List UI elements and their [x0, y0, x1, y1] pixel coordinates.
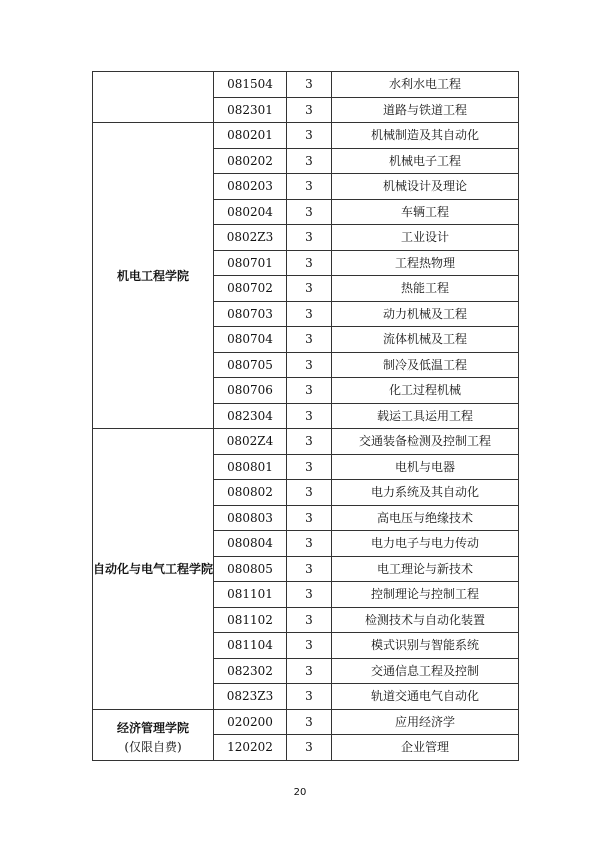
major-name-cell: 控制理论与控制工程 [332, 582, 519, 608]
program-years-cell: 3 [287, 250, 332, 276]
program-code-cell: 080702 [214, 276, 287, 302]
major-name-cell: 电力电子与电力传动 [332, 531, 519, 557]
program-table [92, 71, 519, 761]
program-code-cell: 080802 [214, 480, 287, 506]
major-name-cell: 交通信息工程及控制 [332, 658, 519, 684]
major-name-cell: 动力机械及工程 [332, 301, 519, 327]
program-years-cell: 3 [287, 123, 332, 149]
program-code-cell: 081101 [214, 582, 287, 608]
major-name-cell: 制冷及低温工程 [332, 352, 519, 378]
major-name-cell: 机械制造及其自动化 [332, 123, 519, 149]
major-name-cell: 电机与电器 [332, 454, 519, 480]
major-name-cell: 机械设计及理论 [332, 174, 519, 200]
program-years-cell: 3 [287, 454, 332, 480]
program-years-cell: 3 [287, 735, 332, 761]
program-code-cell: 080705 [214, 352, 287, 378]
program-years-cell: 3 [287, 480, 332, 506]
table-row [93, 709, 519, 735]
major-name-cell: 电工理论与新技术 [332, 556, 519, 582]
program-code-cell: 080703 [214, 301, 287, 327]
program-code-cell: 020200 [214, 709, 287, 735]
program-years-cell: 3 [287, 684, 332, 710]
program-years-cell: 3 [287, 97, 332, 123]
program-code-cell: 082304 [214, 403, 287, 429]
program-years-cell: 3 [287, 633, 332, 659]
program-years-cell: 3 [287, 72, 332, 98]
table-row [93, 123, 519, 149]
program-years-cell: 3 [287, 531, 332, 557]
table-row [93, 429, 519, 455]
program-years-cell: 3 [287, 225, 332, 251]
program-years-cell: 3 [287, 148, 332, 174]
program-code-cell: 080801 [214, 454, 287, 480]
program-years-cell: 3 [287, 199, 332, 225]
major-name-cell: 化工过程机械 [332, 378, 519, 404]
major-name-cell: 工业设计 [332, 225, 519, 251]
program-years-cell: 3 [287, 505, 332, 531]
college-cell: 机电工程学院 [93, 123, 214, 429]
program-code-cell: 080804 [214, 531, 287, 557]
major-name-cell: 车辆工程 [332, 199, 519, 225]
program-code-cell: 0802Z3 [214, 225, 287, 251]
program-table-body [93, 72, 519, 761]
college-cell [93, 72, 214, 123]
program-code-cell: 080204 [214, 199, 287, 225]
program-years-cell: 3 [287, 327, 332, 353]
table-row [93, 72, 519, 98]
page-number: 20 [293, 787, 307, 798]
program-years-cell: 3 [287, 301, 332, 327]
major-name-cell: 电力系统及其自动化 [332, 480, 519, 506]
major-name-cell: 流体机械及工程 [332, 327, 519, 353]
program-years-cell: 3 [287, 352, 332, 378]
major-name-cell: 热能工程 [332, 276, 519, 302]
major-name-cell: 应用经济学 [332, 709, 519, 735]
program-code-cell: 0823Z3 [214, 684, 287, 710]
major-name-cell: 工程热物理 [332, 250, 519, 276]
major-name-cell: 企业管理 [332, 735, 519, 761]
college-cell: 自动化与电气工程学院 [93, 429, 214, 710]
program-years-cell: 3 [287, 429, 332, 455]
program-code-cell: 080805 [214, 556, 287, 582]
program-years-cell: 3 [287, 403, 332, 429]
program-code-cell: 081504 [214, 72, 287, 98]
program-code-cell: 080706 [214, 378, 287, 404]
major-name-cell: 道路与铁道工程 [332, 97, 519, 123]
program-code-cell: 081104 [214, 633, 287, 659]
major-name-cell: 水利水电工程 [332, 72, 519, 98]
program-code-cell: 080704 [214, 327, 287, 353]
program-code-cell: 080701 [214, 250, 287, 276]
major-name-cell: 检测技术与自动化装置 [332, 607, 519, 633]
program-code-cell: 0802Z4 [214, 429, 287, 455]
program-code-cell: 120202 [214, 735, 287, 761]
program-years-cell: 3 [287, 607, 332, 633]
program-code-cell: 080803 [214, 505, 287, 531]
program-years-cell: 3 [287, 174, 332, 200]
program-years-cell: 3 [287, 582, 332, 608]
program-years-cell: 3 [287, 709, 332, 735]
program-code-cell: 080202 [214, 148, 287, 174]
program-code-cell: 080203 [214, 174, 287, 200]
program-years-cell: 3 [287, 378, 332, 404]
program-code-cell: 082302 [214, 658, 287, 684]
college-note: (仅限自费) [124, 739, 182, 754]
college-cell [93, 709, 214, 760]
major-name-cell: 高电压与绝缘技术 [332, 505, 519, 531]
program-years-cell: 3 [287, 658, 332, 684]
program-code-cell: 080201 [214, 123, 287, 149]
major-name-cell: 模式识别与智能系统 [332, 633, 519, 659]
major-name-cell: 机械电子工程 [332, 148, 519, 174]
college-name: 经济管理学院 [116, 720, 189, 735]
program-code-cell: 081102 [214, 607, 287, 633]
major-name-cell: 载运工具运用工程 [332, 403, 519, 429]
program-years-cell: 3 [287, 276, 332, 302]
program-years-cell: 3 [287, 556, 332, 582]
major-name-cell: 轨道交通电气自动化 [332, 684, 519, 710]
major-name-cell: 交通装备检测及控制工程 [332, 429, 519, 455]
program-code-cell: 082301 [214, 97, 287, 123]
